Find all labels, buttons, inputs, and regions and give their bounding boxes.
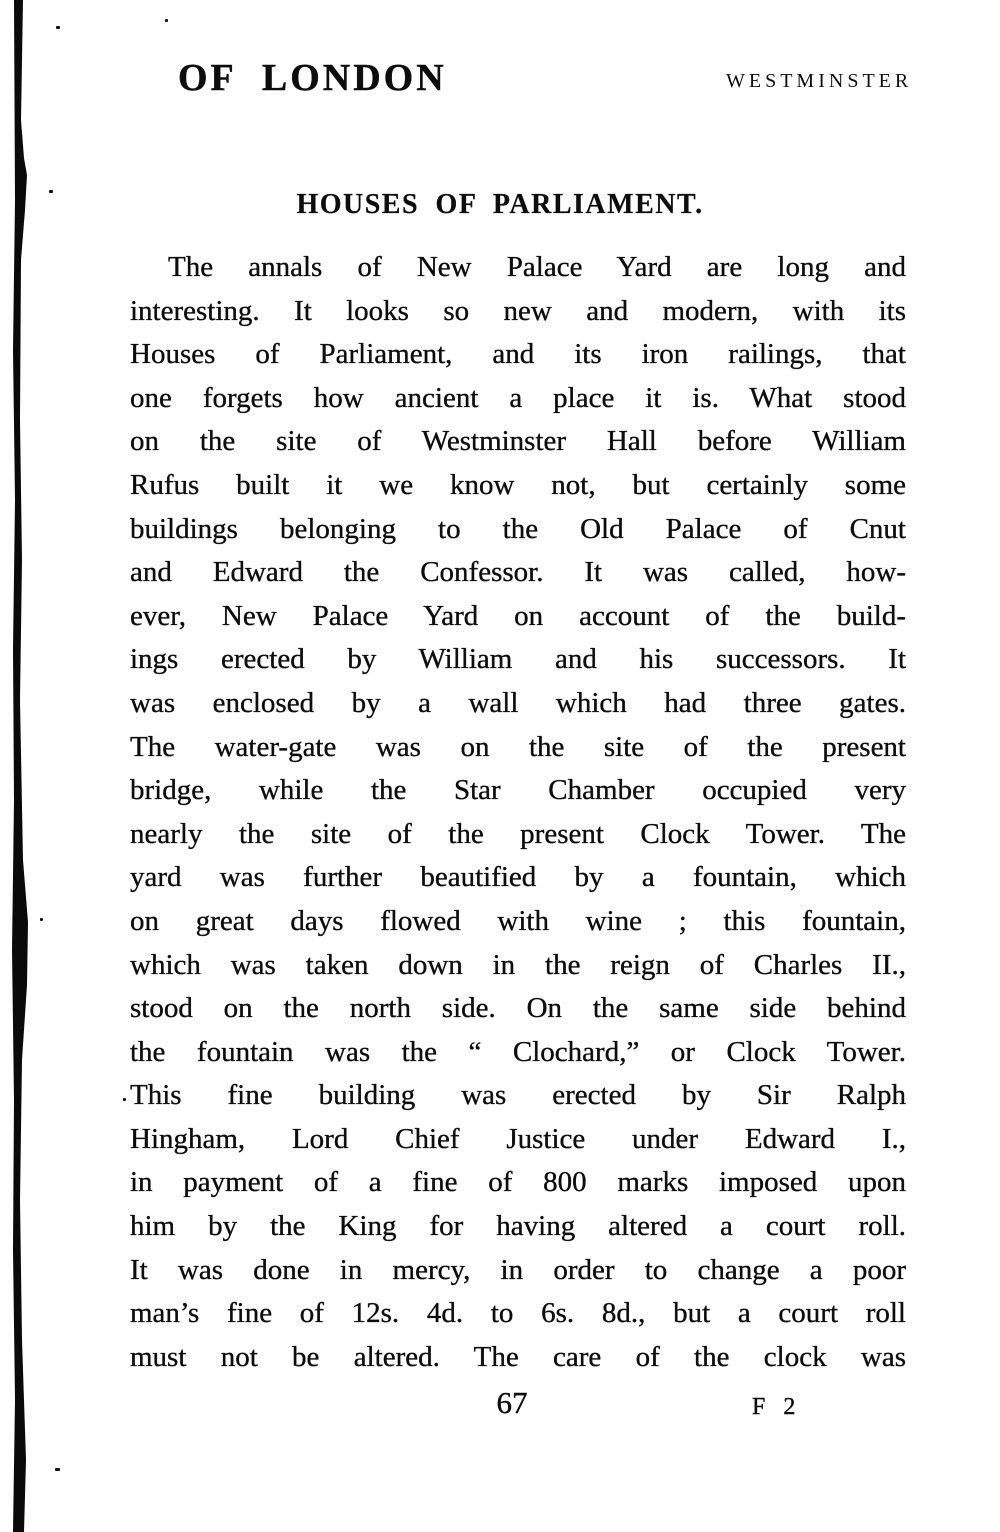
page-number: 67 <box>496 1385 528 1420</box>
text-line: and Edward the Confessor. It was called, how- <box>130 556 906 589</box>
text-line: ever, New Palace Yard on account of the build- <box>130 599 906 632</box>
text-line: which was taken down in the reign of Charles II., <box>130 948 906 981</box>
text-line: on the site of Westminster Hall before William <box>130 425 906 458</box>
scan-speck <box>40 918 43 921</box>
text-line: him by the King for having altered a court roll. <box>130 1210 906 1243</box>
scan-speck <box>123 1098 126 1101</box>
text-line: The annals of New Palace Yard are long and <box>168 251 906 283</box>
chapter-title: HOUSES OF PARLIAMENT. <box>296 189 704 220</box>
text-line: one forgets how ancient a place it is. What stood <box>130 381 906 414</box>
text-line: interesting. It looks so new and modern, with its <box>130 294 906 327</box>
body-paragraph <box>130 246 906 1379</box>
text-line: buildings belonging to the Old Palace of Cnut <box>130 512 906 545</box>
header-section-title: OF LONDON <box>178 57 447 99</box>
text-line: was enclosed by a wall which had three gates. <box>130 686 906 719</box>
text-line: stood on the north side. On the same side behind <box>130 992 906 1025</box>
text-line: Hingham, Lord Chief Justice under Edward I., <box>130 1122 906 1155</box>
scan-binding-edge <box>0 0 34 1532</box>
text-line: must not be altered. The care of the clock was <box>130 1340 906 1373</box>
scan-speck <box>56 26 60 29</box>
text-line: on great days flowed with wine ; this fountain, <box>130 904 906 937</box>
text-line: the fountain was the “ Clochard,” or Clock Tower. <box>130 1035 906 1068</box>
text-line: It was done in mercy, in order to change a poor <box>130 1253 906 1286</box>
text-line: man’s fine of 12s. 4d. to 6s. 8d., but a court roll <box>130 1297 906 1330</box>
text-line: ings erected by William and his successors. It <box>130 643 906 676</box>
text-line: nearly the site of the present Clock Tower. The <box>130 817 906 850</box>
scan-speck <box>165 19 168 22</box>
text-line: Rufus built it we know not, but certainly some <box>130 468 906 501</box>
text-line: in payment of a fine of 800 marks imposed upon <box>130 1166 906 1199</box>
text-line: bridge, while the Star Chamber occupied very <box>130 774 906 807</box>
header-running-head: WESTMINSTER <box>726 70 913 92</box>
text-line: This fine building was erected by Sir Ralph <box>130 1079 906 1112</box>
printer-signature-mark: F 2 <box>752 1394 802 1420</box>
text-line: Houses of Parliament, and its iron railings, that <box>130 338 906 371</box>
text-line: The water-gate was on the site of the present <box>130 730 906 763</box>
text-line: yard was further beautified by a fountain, which <box>130 861 906 894</box>
scan-speck <box>55 1468 60 1471</box>
